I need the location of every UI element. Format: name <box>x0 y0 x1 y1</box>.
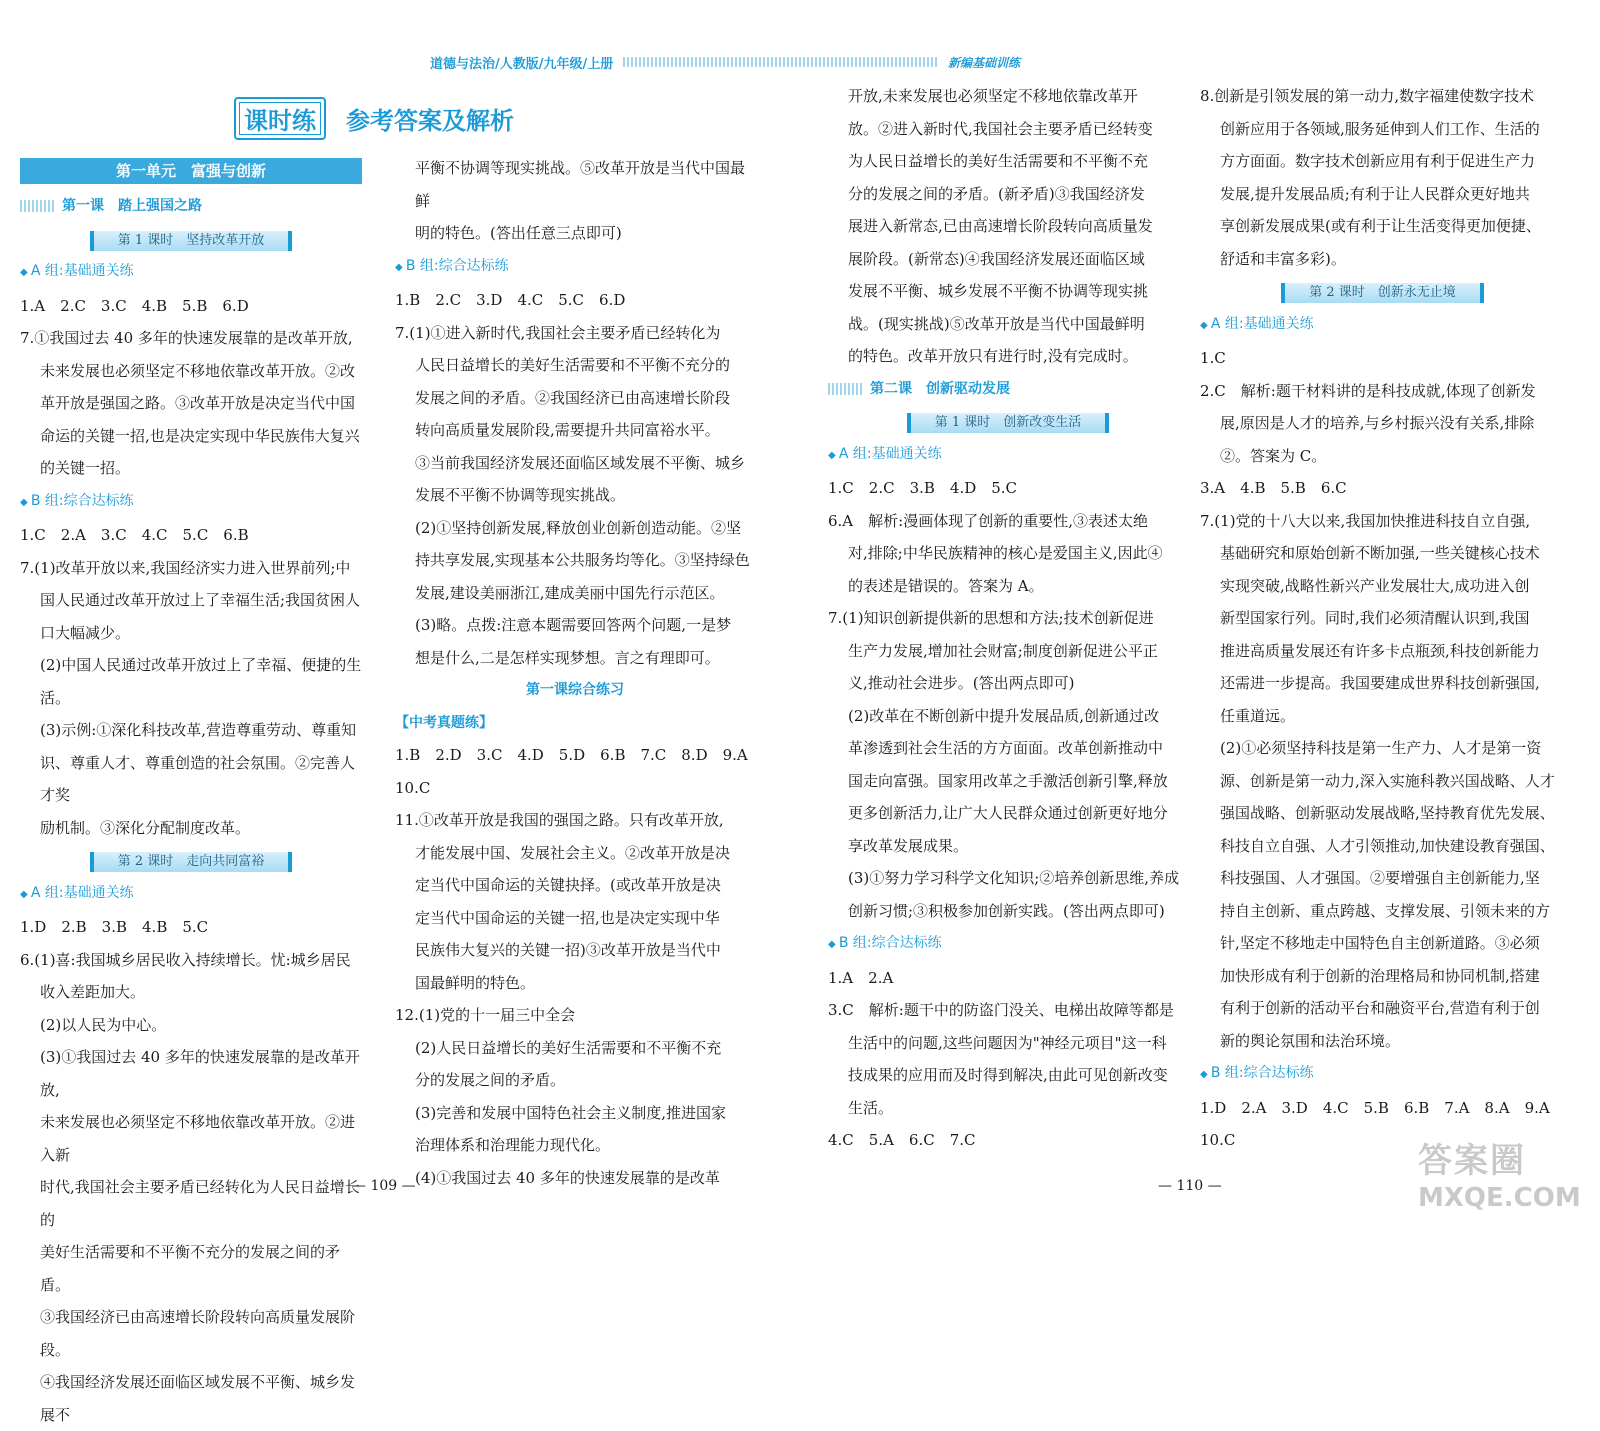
answer-line: 生产力发展,增加社会财富;制度创新促进公平正 <box>848 641 1158 660</box>
answer-line: 发展不平衡、城乡发展不平衡不协调等现实挑 <box>848 282 1149 300</box>
answer-line: 7.①我国过去 40 多年的快速发展靠的是改革开放, <box>20 329 353 347</box>
watermark-top-text: 答案圈 <box>1418 1141 1526 1181</box>
answer-line: 3.A 4.B 5.B 6.C <box>1200 479 1347 497</box>
answer-line: 1.D 2.A 3.D 4.C 5.B 6.B 7.A 8.A 9.A <box>1200 1098 1550 1117</box>
answer-line: 推进高质量发展还有许多卡点瓶颈,科技创新能力 <box>1220 641 1540 660</box>
page-number-right: — 110 — <box>1158 1178 1222 1194</box>
page-title <box>234 97 514 140</box>
answer-line: 国人民通过改革开放过上了幸福生活;我国贫困人 <box>40 591 361 609</box>
answer-line: 人民日益增长的美好生活需要和不平衡不充分的 <box>415 356 731 374</box>
answer-line: (2)改革在不断创新中提升发展品质,创新通过改 <box>848 706 1160 725</box>
group-a-heading: ◆ A 组:基础通关练 <box>828 438 1188 473</box>
answer-line: 4.C 5.A 6.C 7.C <box>828 1131 976 1149</box>
answer-line: 1.C 2.C 3.B 4.D 5.C <box>828 479 1018 497</box>
title-box: 课时练 <box>234 97 326 140</box>
group-b-heading: ◆ B 组:综合达标练 <box>20 485 362 520</box>
answer-line: 3.C 解析:题干中的防盗门没关、电梯出故障等都是 <box>828 1001 1174 1019</box>
lesson-title-text: 第二课 创新驱动发展 <box>870 380 1010 397</box>
answer-line: 生活。 <box>848 1098 894 1117</box>
answer-line: 11.①改革开放是我国的强国之路。只有改革开放, <box>395 811 724 829</box>
answer-line: 定当代中国命运的关键一招,也是决定实现中华 <box>415 908 720 927</box>
answer-line: 未来发展也必须坚定不移地依靠改革开放。②进入新 <box>40 1113 356 1164</box>
answer-line: 革开放是强国之路。③改革开放是决定当代中国 <box>40 394 356 412</box>
column-1 <box>20 150 362 1431</box>
answer-line: 享创新发展成果(或有利于让生活变得更加便捷、 <box>1220 217 1541 235</box>
answer-line: 持共享发展,实现基本公共服务均等化。③坚持绿色 <box>415 551 750 569</box>
answer-line: 科技强国、人才强国。②要增强自主创新能力,坚 <box>1220 869 1540 887</box>
answer-line: 展,原因是人才的培养,与乡村振兴没有关系,排除 <box>1220 414 1535 432</box>
answer-line: 新型国家行列。同时,我们必须清醒认识到,我国 <box>1220 609 1530 627</box>
answer-line: 强国战略、创新驱动发展战略,坚持教育优先发展、 <box>1220 804 1555 822</box>
answer-line: 识、尊重人才、尊重创造的社会氛围。②完善人才奖 <box>40 753 356 804</box>
group-b-heading: ◆ B 组:综合达标练 <box>395 250 755 285</box>
answer-line: 源、创新是第一动力,深入实施科教兴国战略、人才 <box>1220 771 1555 790</box>
column-3 <box>828 80 1188 1157</box>
answer-line: 6.(1)喜:我国城乡居民收入持续增长。忧:城乡居民 <box>20 950 351 969</box>
header-series-name: 新编基础训练 <box>947 55 1020 70</box>
lesson-title-text: 第一课 踏上强国之路 <box>62 198 202 214</box>
answer-line: 才能发展中国、发展社会主义。②改革开放是决 <box>415 843 731 862</box>
answer-line: 发展之间的矛盾。②我国经济已由高速增长阶段 <box>415 388 731 407</box>
page-number-left: — 109 — <box>352 1178 416 1194</box>
header-stripe <box>623 57 938 67</box>
answer-line: 分的发展之间的矛盾。(新矛盾)③我国经济发 <box>848 184 1145 203</box>
lesson-title <box>828 373 1188 406</box>
answer-line: 1.C 2.A 3.C 4.C 5.C 6.B <box>20 526 249 544</box>
answer-line: 技成果的应用而及时得到解决,由此可见创新改变 <box>848 1066 1168 1084</box>
answer-line: 1.A 2.A <box>828 968 894 987</box>
answer-line: 加快形成有利于创新的治理格局和协同机制,搭建 <box>1220 966 1540 985</box>
answer-line: 还需进一步提高。我国要建成世界科技创新强国, <box>1220 674 1540 692</box>
answer-line: 国最鲜明的特色。 <box>415 973 536 992</box>
lesson-title <box>20 190 362 223</box>
answer-line: 发展,建设美丽浙江,建成美丽中国先行示范区。 <box>415 583 725 602</box>
answer-line: (4)①我国过去 40 多年的快速发展靠的是改革 <box>415 1168 720 1187</box>
answer-line: 发展不平衡不协调等现实挑战。 <box>415 486 626 504</box>
answer-line: (2)①必须坚持科技是第一生产力、人才是第一资 <box>1220 739 1542 757</box>
answer-line: 收入差距加大。 <box>40 983 146 1001</box>
answer-line: (3)完善和发展中国特色社会主义制度,推进国家 <box>415 1103 727 1122</box>
group-a-heading: ◆ A 组:基础通关练 <box>20 877 362 912</box>
answer-line: 为人民日益增长的美好生活需要和不平衡不充 <box>848 152 1149 170</box>
answer-line: 7.(1)①进入新时代,我国社会主要矛盾已经转化为 <box>395 323 721 342</box>
answer-line: 时代,我国社会主要矛盾已经转化为人民日益增长的 <box>40 1178 360 1229</box>
answer-line: 创新应用于各领域,服务延伸到人们工作、生活的 <box>1220 119 1540 138</box>
answer-line: 10.C <box>395 778 431 797</box>
answer-line: (3)①我国过去 40 多年的快速发展靠的是改革开放, <box>40 1048 360 1099</box>
title-text: 参考答案及解析 <box>346 107 514 135</box>
unit-banner: 第一单元 富强与创新 <box>20 158 362 184</box>
answer-line: 新的舆论氛围和法治环境。 <box>1220 1031 1401 1050</box>
period-wrap <box>20 223 362 256</box>
answer-line: 分的发展之间的矛盾。 <box>415 1071 566 1089</box>
answer-line: ④我国经济发展还面临区域发展不平衡、城乡发展不 <box>40 1373 356 1424</box>
answer-line: 享改革发展成果。 <box>848 836 969 855</box>
answer-line: 针,坚定不移地走中国特色自主创新道路。③必须 <box>1220 934 1540 952</box>
group-b-heading: ◆ B 组:综合达标练 <box>1200 1057 1565 1092</box>
section-title: 第一课综合练习 <box>526 682 624 698</box>
period-wrap <box>1200 275 1565 308</box>
answer-line: 科技自立自强、人才引领推动,加快建设教育强国、 <box>1220 836 1555 855</box>
answer-line: 实现突破,战略性新兴产业发展壮大,成功进入创 <box>1220 576 1530 595</box>
answer-line: 有利于创新的活动平台和融资平台,营造有利于创 <box>1220 999 1540 1017</box>
answer-line: 命运的关键一招,也是决定实现中华民族伟大复兴 <box>40 426 360 445</box>
page-header <box>430 54 1020 70</box>
group-b-heading: ◆ B 组:综合达标练 <box>828 927 1188 962</box>
answer-line: 创新习惯;③积极参加创新实践。(答出两点即可) <box>848 901 1165 920</box>
group-a-heading: ◆ A 组:基础通关练 <box>1200 308 1565 343</box>
answer-line: 生活中的问题,这些问题因为"神经元项目"这一科 <box>848 1033 1167 1052</box>
answer-line: 明的特色。(答出任意三点即可) <box>415 224 622 242</box>
period-wrap <box>828 405 1188 438</box>
answer-line: 平衡不协调等现实挑战。⑤改革开放是当代中国最鲜 <box>415 159 746 210</box>
watermark-logo <box>1418 1140 1581 1240</box>
answer-line: 义,推动社会进步。(答出两点即可) <box>848 674 1075 692</box>
answer-line: 励机制。③深化分配制度改革。 <box>40 818 251 837</box>
period-title: 第 1 课时 坚持改革开放 <box>90 231 293 251</box>
answer-line: ③我国经济已由高速增长阶段转向高质量发展阶段。 <box>40 1308 356 1359</box>
answer-line: 想是什么,二是怎样实现梦想。言之有理即可。 <box>415 648 720 667</box>
answer-line: (3)①努力学习科学文化知识;②培养创新思维,养成 <box>848 869 1180 887</box>
answer-line: 的表述是错误的。答案为 A。 <box>848 576 1044 595</box>
answer-line: 6.A 解析:漫画体现了创新的重要性,③表述太绝 <box>828 511 1148 530</box>
answer-line: 未来发展也必须坚定不移地依靠改革开放。②改 <box>40 361 356 380</box>
answer-line: 革渗透到社会生活的方方面面。改革创新推动中 <box>848 739 1164 757</box>
column-4 <box>1200 80 1565 1157</box>
answer-line: 12.(1)党的十一届三中全会 <box>395 1006 576 1024</box>
period-title: 第 1 课时 创新改变生活 <box>907 413 1110 433</box>
answer-line: (2)中国人民通过改革开放过上了幸福、便捷的生活。 <box>40 656 362 707</box>
period-wrap <box>20 844 362 877</box>
answer-line: 方方面面。数字技术创新应用有利于促进生产力 <box>1220 152 1536 170</box>
answer-line: 展进入新常态,已由高速增长阶段转向高质量发 <box>848 217 1153 235</box>
answer-line: (2)以人民为中心。 <box>40 1015 167 1034</box>
answer-line: 任重道远。 <box>1220 706 1296 725</box>
answer-line: (2)①坚持创新发展,释放创业创新创造动能。②坚 <box>415 518 742 537</box>
answer-line: 口大幅减少。 <box>40 623 131 642</box>
lesson-bars-icon <box>20 200 56 212</box>
answer-line: 民族伟大复兴的关键一招)③改革开放是当代中 <box>415 941 721 959</box>
answer-line: 放。②进入新时代,我国社会主要矛盾已经转变 <box>848 119 1153 138</box>
answer-line: 发展,提升发展品质;有利于让人民群众更好地共 <box>1220 184 1530 203</box>
answer-line: 战。(现实挑战)⑤改革开放是当代中国最鲜明 <box>848 314 1145 333</box>
answer-line: 1.D 2.B 3.B 4.B 5.C <box>20 918 209 936</box>
answer-line: 7.(1)知识创新提供新的思想和方法;技术创新促进 <box>828 609 1154 627</box>
answer-line: 基础研究和原始创新不断加强,一些关键核心技术 <box>1220 544 1540 562</box>
answer-line: 的关键一招。 <box>40 459 131 477</box>
answer-line: 2.C 解析:题干材料讲的是科技成就,体现了创新发 <box>1200 381 1536 400</box>
period-title: 第 2 课时 走向共同富裕 <box>90 852 293 872</box>
watermark-bottom-text: MXQE.COM <box>1418 1183 1581 1213</box>
answer-line: 展阶段。(新常态)④我国经济发展还面临区域 <box>848 249 1145 268</box>
answer-line: 1.A 2.C 3.C 4.B 5.B 6.D <box>20 296 249 315</box>
answer-line: 1.B 2.D 3.C 4.D 5.D 6.B 7.C 8.D 9.A <box>395 746 748 764</box>
column-2 <box>395 152 755 1194</box>
period-title: 第 2 课时 创新永无止境 <box>1281 283 1484 303</box>
answer-line: 国走向富强。国家用改革之手激活创新引擎,释放 <box>848 771 1168 790</box>
answer-line: 转向高质量发展阶段,需要提升共同富裕水平。 <box>415 421 720 439</box>
answer-line: ③当前我国经济发展还面临区域发展不平衡、城乡 <box>415 453 746 472</box>
answer-line: 1.C <box>1200 349 1226 367</box>
section-title: 【中考真题练】 <box>395 714 493 731</box>
answer-line: 7.(1)改革开放以来,我国经济实力进入世界前列;中 <box>20 558 351 577</box>
header-book-info: 道德与法治/人教版/九年级/上册 <box>430 56 614 72</box>
answer-line: 美好生活需要和不平衡不充分的发展之间的矛盾。 <box>40 1243 341 1294</box>
answer-line: 对,排除;中华民族精神的核心是爱国主义,因此④ <box>848 544 1163 562</box>
answer-line: 的特色。改革开放只有进行时,没有完成时。 <box>848 347 1138 365</box>
answer-line: 1.B 2.C 3.D 4.C 5.C 6.D <box>395 291 626 309</box>
answer-line: (2)人民日益增长的美好生活需要和不平衡不充 <box>415 1038 722 1057</box>
lesson-bars-icon <box>828 383 864 395</box>
group-a-heading: ◆ A 组:基础通关练 <box>20 255 362 290</box>
answer-line: 定当代中国命运的关键抉择。(或改革开放是决 <box>415 876 721 894</box>
answer-line: 治理体系和治理能力现代化。 <box>415 1136 611 1154</box>
answer-line: (3)略。点拨:注意本题需要回答两个问题,一是梦 <box>415 616 732 634</box>
answer-line: 舒适和丰富多彩)。 <box>1220 249 1346 268</box>
answer-line: (3)示例:①深化科技改革,营造尊重劳动、尊重知 <box>40 721 357 739</box>
answer-line: ②。答案为 C。 <box>1220 446 1327 465</box>
answer-line: 8.创新是引领发展的第一动力,数字福建使数字技术 <box>1200 87 1535 105</box>
answer-line: 持自主创新、重点跨越、支撑发展、引领未来的方 <box>1220 901 1551 920</box>
answer-line: 开放,未来发展也必须坚定不移地依靠改革开 <box>848 87 1138 105</box>
answer-line: 7.(1)党的十八大以来,我国加快推进科技自立自强, <box>1200 511 1531 530</box>
answer-line: 10.C <box>1200 1131 1236 1149</box>
answer-line: 更多创新活力,让广大人民群众通过创新更好地分 <box>848 804 1168 822</box>
